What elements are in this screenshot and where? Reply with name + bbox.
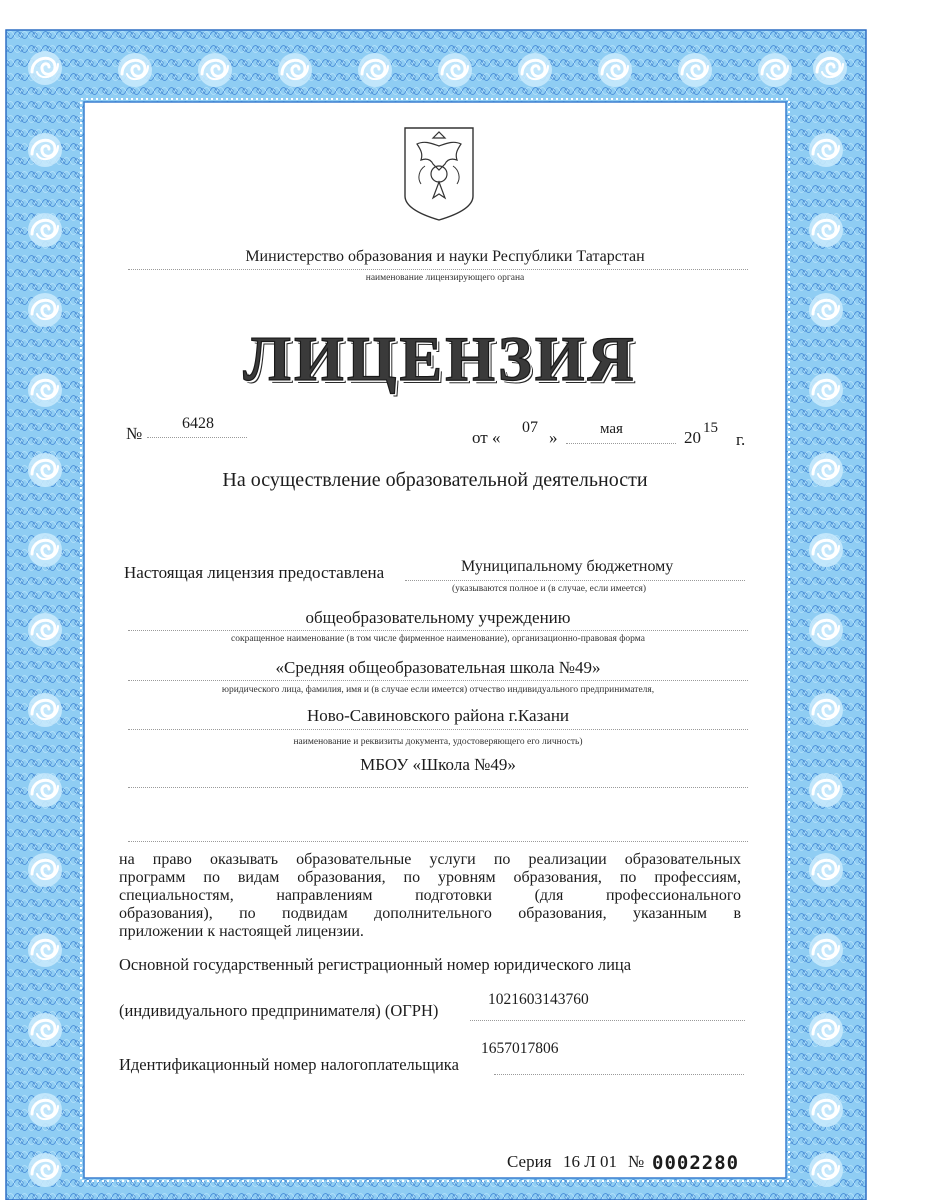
year-suffix: 15 (703, 420, 718, 436)
rights-line-2: программ по видам образования, по уровням образования, по профессиям, (119, 869, 741, 886)
grant-line-5-rule (128, 787, 748, 788)
series-number-symbol: № (628, 1152, 645, 1171)
ogrn-label-2: (индивидуального предпринимателя) (ОГРН) (119, 1001, 439, 1020)
inn-value: 1657017806 (481, 1040, 559, 1057)
ogrn-label-1: Основной государственный регистрационный номер юридического лица (119, 955, 632, 974)
grant-line-1: Муниципальному бюджетному (461, 558, 674, 575)
rights-line-1: на право оказывать образовательные услуги по реализации образовательных (119, 851, 741, 868)
grant-line-5: МБОУ «Школа №49» (360, 755, 516, 774)
year-label: г. (736, 430, 746, 449)
grant-caption-3: юридического лица, фамилия, имя и (в случае если имеется) отчество индивидуального предпринимателя, (221, 685, 655, 695)
series-number: 0002280 (652, 1152, 740, 1174)
date-close-quote: » (549, 428, 558, 447)
issuer-caption: наименование лицензирующего органа (365, 273, 525, 283)
license-number: 6428 (182, 415, 214, 432)
issuer-line (128, 269, 748, 270)
activity-heading: На осуществление образовательной деятельности (222, 469, 648, 491)
grant-line-4-rule (128, 729, 748, 730)
grant-line-3-rule (128, 680, 748, 681)
number-line (147, 437, 247, 438)
coat-of-arms-icon (403, 126, 475, 222)
grant-line-2: общеобразовательному учреждению (305, 608, 571, 627)
ogrn-value: 1021603143760 (488, 991, 589, 1008)
month-line (566, 443, 676, 444)
date-day: 07 (522, 419, 538, 436)
date-prefix: от « (472, 428, 501, 447)
date-month: мая (600, 421, 623, 437)
grant-line-1-rule (405, 580, 745, 581)
rights-line-4: образования), по подвидам дополнительного образования, указанным в (119, 905, 741, 922)
inn-rule (494, 1074, 744, 1075)
rights-paragraph (119, 851, 741, 941)
series-label: Серия (507, 1152, 552, 1171)
ogrn-rule (470, 1020, 745, 1021)
rights-line-5: приложении к настоящей лицензии. (119, 923, 364, 940)
grant-caption-2: сокращенное наименование (в том числе фирменное наименование), организационно-правовая форма (231, 634, 645, 644)
license-title: ЛИЦЕНЗИЯ (243, 323, 637, 394)
rights-line-3: специальностям, направлениям подготовки (для профессионального (119, 887, 741, 904)
year-prefix: 20 (684, 428, 701, 447)
blank-rule (128, 841, 748, 842)
grant-line-4: Ново-Савиновского района г.Казани (306, 706, 570, 725)
grant-label: Настоящая лицензия предоставлена (124, 563, 385, 582)
grant-caption-1: (указываются полное и (в случае, если имеется) (452, 584, 647, 594)
issuer-name: Министерство образования и науки Республики Татарстан (245, 248, 645, 265)
inn-label: Идентификационный номер налогоплательщика (119, 1055, 459, 1074)
series-value: 16 Л 01 (563, 1152, 618, 1171)
grant-line-3: «Средняя общеобразовательная школа №49» (275, 658, 601, 677)
grant-line-2-rule (128, 630, 748, 631)
number-symbol: № (126, 424, 143, 443)
grant-caption-4: наименование и реквизиты документа, удостоверяющего его личность) (293, 737, 583, 747)
